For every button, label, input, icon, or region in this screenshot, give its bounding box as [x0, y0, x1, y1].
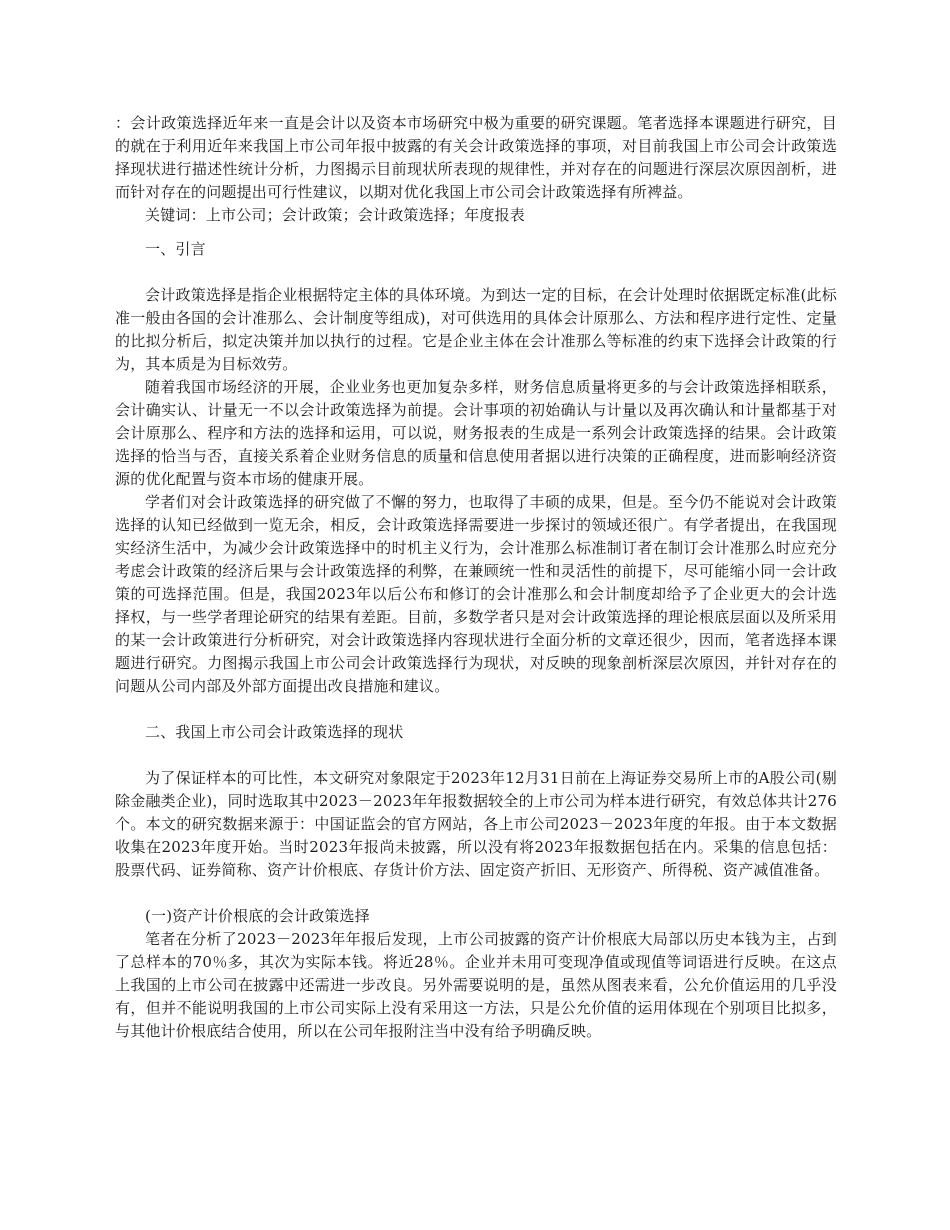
paragraph: 随着我国市场经济的开展，企业业务也更加复杂多样，财务信息质量将更多的与会计政策选择相联系，会计确实认、计量无一不以会计政策选择为前提。会计事项的初始确认与计量以及再次确认和计量都基于对会计原那么、程序和方法的选择和运用，可以说，财务报表的生成是一系列会计政策选择的结果。会计政策选择的恰当与否，直接关系着企业财务信息的质量和信息使用者据以进行决策的正确程度，进而影响经济资源的优化配置与资本市场的健康开展。 — [115, 378, 837, 488]
abstract-paragraph: ：会计政策选择近年来一直是会计以及资本市场研究中极为重要的研究课题。笔者选择本课题进行研究，目的就在于利用近年来我国上市公司年报中披露的有关会计政策选择的事项，对目前我国上市公司会计政策选择现状进行描述性统计分析，力图揭示目前现状所表现的规律性，并对存在的问题进行深层次原因剖析，进而针对存在的问题提出可行性建议，以期对优化我国上市公司会计政策选择有所裨益。 — [115, 114, 837, 201]
paragraph: 会计政策选择是指企业根据特定主体的具体环境。为到达一定的目标，在会计处理时依据既定标准(此标准一般由各国的会计准那么、会计制度等组成)，对可供选用的具体会计原那么、方法和程序进行定性、定量的比拟分析后，拟定决策并加以执行的过程。它是企业主体在会计准那么等标准的约束下选择会计政策的行为，其本质是为目标效劳。 — [115, 286, 837, 373]
keywords-line: 关键词：上市公司；会计政策；会计政策选择；年度报表 — [145, 206, 526, 224]
section-heading-introduction: 一、引言 — [145, 240, 206, 258]
subsection-heading-asset-valuation: (一)资产计价根底的会计政策选择 — [145, 907, 370, 925]
paragraph: 笔者在分析了2023－2023年年报后发现，上市公司披露的资产计价根底大局部以历史本钱为主，占到了总样本的70％多，其次为实际本钱。将近28％。企业并未用可变现净值或现值等词语进行反映。在这点上我国的上市公司在披露中还需进一步改良。另外需要说明的是，虽然从图表来看，公允价值运用的几乎没有，但并不能说明我国的上市公司实际上没有采用这一方法，只是公允价值的运用体现在个别项目比拟多，与其他计价根底结合使用，所以在公司年报附注当中没有给予明确反映。 — [115, 930, 837, 1040]
paragraph: 学者们对会计政策选择的研究做了不懈的努力，也取得了丰硕的成果，但是。至今仍不能说对会计政策选择的认知已经做到一览无余，相反，会计政策选择需要进一步探讨的领域还很广。有学者提出，在我国现实经济生活中，为减少会计政策选择中的时机主义行为，会计准那么标准制订者在制订会计准那么时应充分考虑会计政策的经济后果与会计政策选择的利弊，在兼顾统一性和灵活性的前提下，尽可能缩小同一会计政策的可选择范围。但是，我国2023年以后公布和修订的会计准那么和会计制度却给予了企业更大的会计选择权，与一些学者理论研究的结果有差距。目前，多数学者只是对会计政策选择的理论根底层面以及所采用的某一会计政策进行分析研究，对会计政策选择内容现状进行全面分析的文章还很少，因而，笔者选择本课题进行研究。力图揭示我国上市公司会计政策选择行为现状，对反映的现象剖析深层次原因，并针对存在的问题从公司内部及外部方面提出改良措施和建议。 — [115, 493, 837, 695]
section-heading-current-status: 二、我国上市公司会计政策选择的现状 — [145, 723, 404, 741]
document-body — [115, 112, 837, 1043]
paragraph: 为了保证样本的可比性，本文研究对象限定于2023年12月31日前在上海证券交易所上市的A股公司(剔除金融类企业)，同时选取其中2023－2023年年报数据较全的上市公司为样本进行研究，有效总体共计276个。本文的研究数据来源于：中国证监会的官方网站，各上市公司2023－2023年度的年报。由于本文数据收集在2023年度开始。当时2023年报尚未披露，所以没有将2023年报数据包括在内。采集的信息包括：股票代码、证券简称、资产计价根底、存货计价方法、固定资产折旧、无形资产、所得税、资产减值准备。 — [115, 769, 837, 879]
